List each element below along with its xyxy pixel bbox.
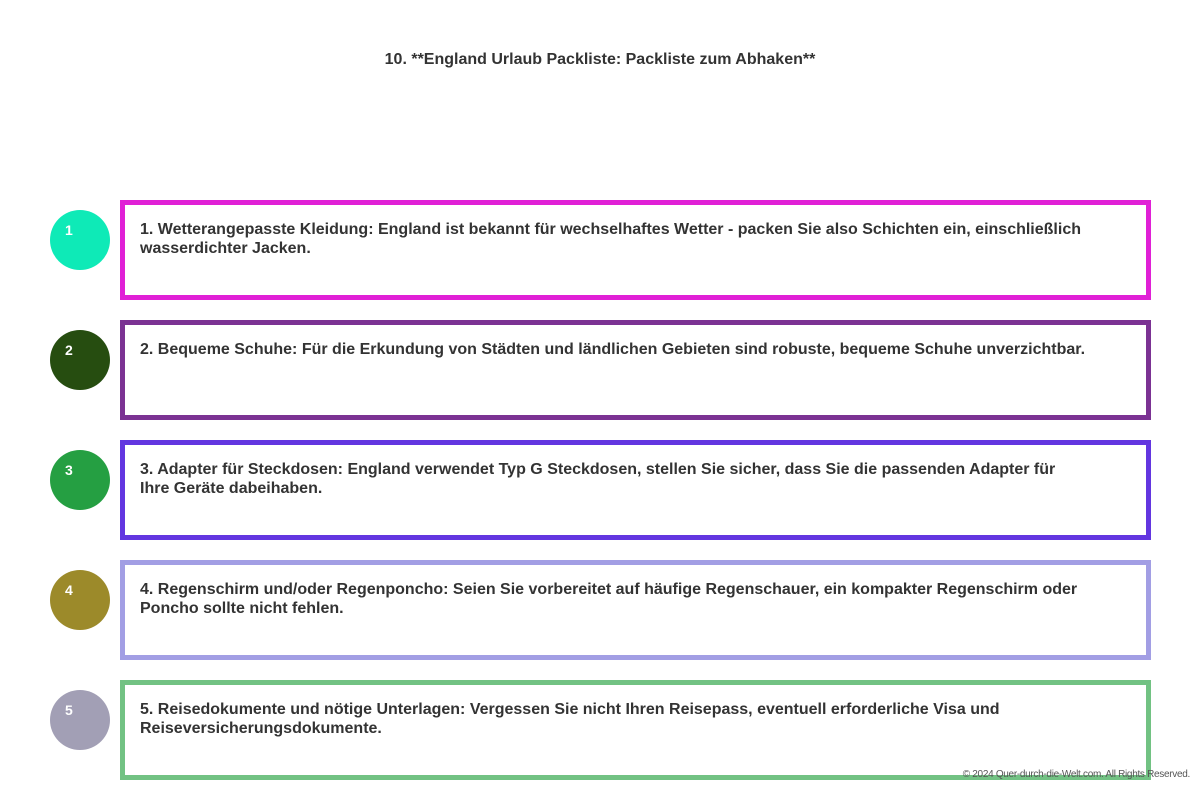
number-badge: 2: [50, 330, 110, 390]
page-title: 10. **England Urlaub Packliste: Packliste zum Abhaken**: [384, 51, 816, 68]
number-badge: 5: [50, 690, 110, 750]
item-card: [120, 200, 1151, 300]
item-card: [120, 440, 1151, 540]
list-item: [0, 200, 1200, 320]
item-text: 5. Reisedokumente und nötige Unterlagen: Vergessen Sie nicht Ihren Reisepass, eventuell erforderliche Visa und Reiseversicherungsdokumente.: [140, 701, 1000, 737]
item-card: [120, 560, 1151, 660]
list-item: [0, 560, 1200, 680]
item-text: 4. Regenschirm und/oder Regenponcho: Seien Sie vorbereitet auf häufige Regenschauer, ein kompakter Regenschirm oder Poncho sollte nicht fehlen.: [140, 581, 1078, 617]
copyright-footer: © 2024 Quer-durch-die-Welt.com. All Rights Reserved.: [962, 769, 1190, 780]
item-text: 1. Wetterangepasste Kleidung: England ist bekannt für wechselhaftes Wetter - packen Sie also Schichten ein, einschließlich wasserdichter Jacken.: [140, 221, 1081, 257]
list-item: [0, 440, 1200, 560]
list-item: [0, 680, 1200, 800]
list-item: [0, 320, 1200, 440]
item-text: 2. Bequeme Schuhe: Für die Erkundung von Städten und ländlichen Gebieten sind robuste, bequeme Schuhe unverzichtbar.: [140, 341, 1086, 358]
number-badge: 1: [50, 210, 110, 270]
item-text: 3. Adapter für Steckdosen: England verwendet Typ G Steckdosen, stellen Sie sicher, dass Sie die passenden Adapter für Ihre Geräte dabeihaben.: [140, 461, 1056, 497]
item-card: [120, 320, 1151, 420]
number-badge: 4: [50, 570, 110, 630]
number-badge: 3: [50, 450, 110, 510]
item-card: [120, 680, 1151, 780]
packing-list: [0, 200, 1200, 800]
